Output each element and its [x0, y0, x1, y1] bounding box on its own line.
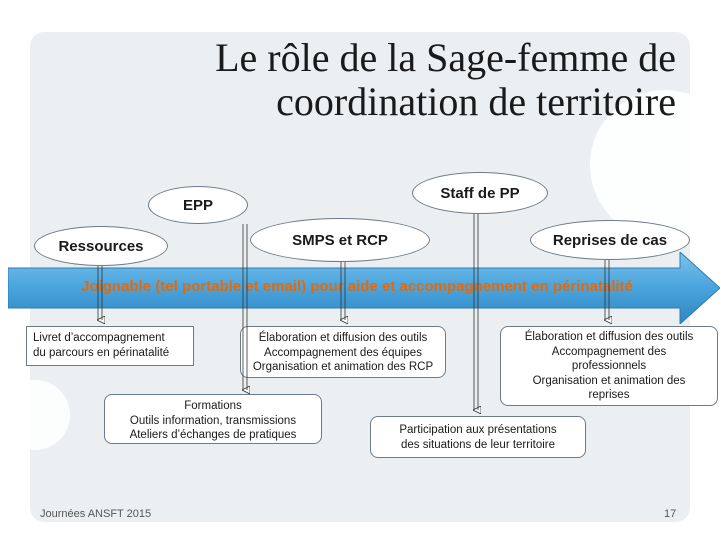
box-participation-line-2: des situations de leur territoire [400, 438, 556, 451]
box-livret-line-1: Livret d’accompagnement [33, 332, 165, 344]
box-elaboration-rcp-line-2: Accompagnement des équipes [264, 346, 422, 359]
box-elaboration-reprises-line-5: reprises [588, 389, 630, 401]
box-elaboration-reprises [500, 326, 718, 406]
node-epp: EPP [148, 186, 248, 224]
node-staff: Staff de PP [412, 172, 548, 214]
box-formations-line-1: Formations [184, 400, 242, 412]
box-elaboration-reprises-line-4: Organisation et animation des [532, 374, 686, 387]
box-formations-line-3: Ateliers d’échanges de pratiques [129, 429, 297, 441]
footer-page-number: 17 [664, 508, 677, 520]
box-formations-line-2: Outils information, transmissions [129, 414, 297, 427]
box-elaboration-rcp [240, 326, 446, 378]
background-shape-left [0, 380, 70, 450]
node-ressources: Ressources [34, 226, 168, 266]
node-reprises: Reprises de cas [530, 220, 690, 260]
box-participation [370, 416, 586, 458]
banner-text: Joignable (tel portable et email) pour aide et accompagnement en périnatalité [81, 278, 633, 295]
box-formations [104, 394, 322, 444]
box-livret [26, 326, 194, 366]
box-livret-line-2: du parcours en périnatalité [33, 346, 170, 359]
box-elaboration-rcp-line-3: Organisation et animation des RCP [252, 361, 434, 373]
box-elaboration-reprises-line-3: professionnels [571, 360, 647, 372]
node-smps: SMPS et RCP [250, 218, 430, 262]
title-line-2: coordination de territoire [276, 79, 676, 124]
box-participation-line-1: Participation aux présentations [399, 424, 557, 436]
slide-title [76, 36, 676, 124]
box-elaboration-reprises-line-1: Élaboration et diffusion des outils [524, 331, 694, 343]
box-elaboration-rcp-line-1: Élaboration et diffusion des outils [258, 332, 428, 344]
footer-event: Journées ANSFT 2015 [40, 508, 152, 520]
box-elaboration-reprises-line-2: Accompagnement des [551, 345, 667, 358]
title-line-1: Le rôle de la Sage-femme de [215, 35, 676, 80]
